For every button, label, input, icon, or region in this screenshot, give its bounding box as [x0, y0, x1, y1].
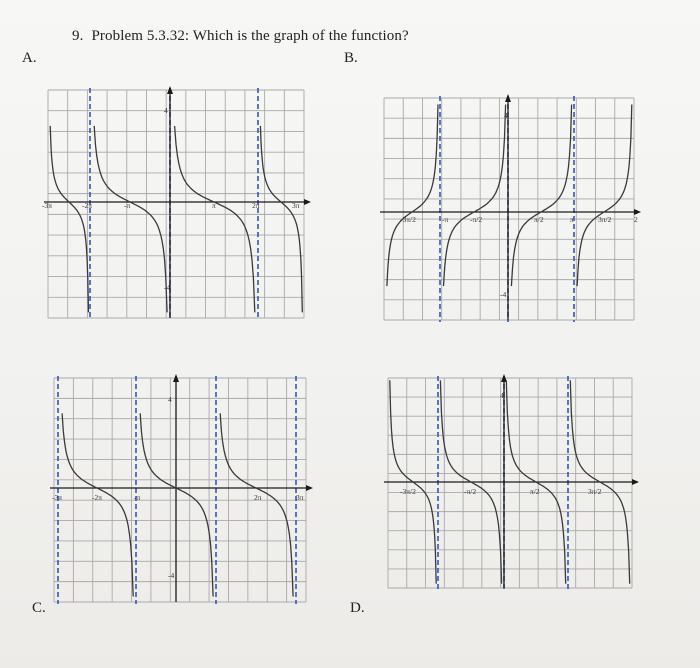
x-tick-label: π [570, 215, 574, 224]
function-curve [50, 126, 88, 313]
x-tick-label: 2 [634, 215, 638, 224]
x-tick-label: -3π/2 [400, 487, 416, 496]
graph-axes [384, 374, 639, 588]
x-axis-arrow [304, 199, 311, 205]
y-tick-label: 4 [500, 391, 504, 400]
problem-statement [72, 28, 409, 45]
function-curve [94, 126, 167, 313]
x-tick-label: -π [124, 201, 131, 210]
x-tick-label: -π [134, 493, 141, 502]
option-d-graph[interactable] [382, 372, 638, 594]
function-curve [175, 126, 255, 313]
graph-grid [388, 378, 632, 588]
x-tick-label: 2π [254, 493, 262, 502]
function-curve [577, 105, 632, 287]
option-d-label[interactable]: D. [350, 600, 365, 616]
x-tick-label: -3π [42, 201, 53, 210]
function-curve [260, 126, 302, 313]
option-a-graph[interactable] [40, 80, 312, 325]
x-tick-label: 3π [292, 201, 300, 210]
x-tick-label: -π [442, 215, 449, 224]
x-tick-label: -3π/2 [400, 215, 416, 224]
x-tick-label: -2π [92, 493, 103, 502]
option-a-label[interactable]: A. [22, 50, 37, 66]
x-tick-label: -π/2 [464, 487, 477, 496]
x-tick-label: 3π [296, 493, 304, 502]
option-c-graph[interactable] [44, 372, 316, 607]
x-tick-label: π [212, 201, 216, 210]
function-curve [62, 413, 133, 596]
x-tick-label: 3π/2 [588, 487, 602, 496]
x-axis-arrow [306, 485, 313, 491]
graph-curves [62, 413, 293, 596]
x-axis-arrow [632, 479, 639, 485]
x-tick-label: -2π [82, 201, 93, 210]
function-curve [444, 105, 506, 287]
option-b-label[interactable]: B. [344, 50, 358, 66]
y-tick-label: 4 [164, 106, 168, 115]
y-tick-label: 4 [504, 111, 508, 120]
option-b-graph[interactable] [378, 92, 640, 327]
x-tick-label: π/2 [534, 215, 544, 224]
graph-axes [50, 374, 313, 602]
asymptote-lines [90, 88, 258, 320]
x-tick-label: 3π/2 [598, 215, 612, 224]
x-tick-label: π/2 [530, 487, 540, 496]
function-curve [387, 105, 438, 287]
x-tick-label: -3π [52, 493, 63, 502]
graph-grid [384, 98, 634, 320]
graph-curves [387, 105, 632, 287]
option-c-label[interactable]: C. [32, 600, 46, 616]
y-tick-label: -4 [500, 290, 507, 299]
x-tick-label: -π/2 [470, 215, 483, 224]
problem-number: 9. [72, 28, 84, 44]
y-tick-label: 4 [168, 395, 172, 404]
function-curve [511, 105, 571, 287]
problem-text: Problem 5.3.32: Which is the graph of the function? [91, 28, 409, 44]
x-tick-label: 2π [252, 201, 260, 210]
asymptote-lines [438, 376, 568, 590]
y-tick-label: -4 [164, 283, 171, 292]
asymptote-lines [440, 96, 574, 322]
y-tick-label: -4 [168, 571, 175, 580]
function-curve [220, 413, 293, 596]
